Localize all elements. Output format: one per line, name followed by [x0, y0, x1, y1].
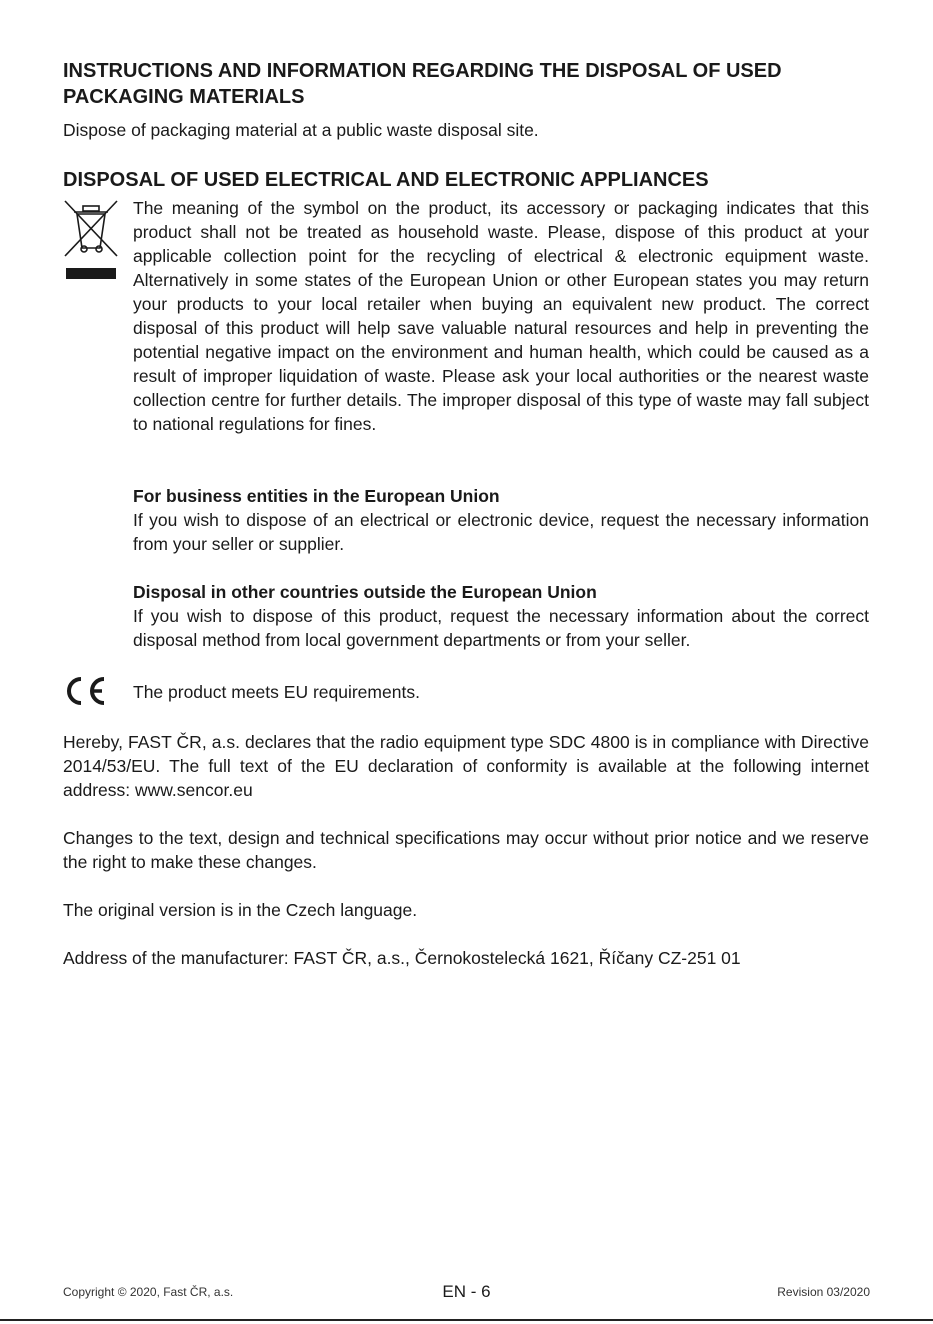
footer-copyright: Copyright © 2020, Fast ČR, a.s.: [63, 1285, 234, 1299]
eu-business-title: For business entities in the European Union: [133, 486, 500, 506]
outside-eu-text: If you wish to dispose of this product, request the necessary information about the correct disposal method from local government departments or from your seller.: [133, 606, 869, 650]
outside-eu-title: Disposal in other countries outside the European Union: [133, 582, 597, 602]
packaging-heading: INSTRUCTIONS AND INFORMATION REGARDING THE DISPOSAL OF USED PACKAGING MATERIALS: [63, 60, 782, 108]
eu-business-text: If you wish to dispose of an electrical or electronic device, request the necessary information from your seller or supplier.: [133, 510, 869, 554]
declaration-text: Hereby, FAST ČR, a.s. declares that the radio equipment type SDC 4800 is in compliance with Directive 2014/53/EU. The full text of the EU declaration of conformity is available at the following internet address: www.sencor.eu: [63, 732, 869, 800]
page-bottom-rule: [0, 1319, 933, 1321]
manufacturer-address: Address of the manufacturer: FAST ČR, a.s., Černokostelecká 1621, Říčany CZ-251 01: [63, 948, 741, 968]
ce-text: The product meets EU requirements.: [133, 682, 420, 702]
original-language-text: The original version is in the Czech language.: [63, 900, 418, 920]
ce-mark-icon: [62, 675, 108, 707]
packaging-text: Dispose of packaging material at a public waste disposal site.: [63, 120, 539, 140]
footer-revision: Revision 03/2020: [777, 1285, 870, 1299]
crossed-out-wheelie-bin-icon: [62, 198, 120, 284]
weee-text: The meaning of the symbol on the product, its accessory or packaging indicates that this product shall not be treated as household waste. Please, dispose of this product at your applicable collection point for the recycling of electrical & electronic equipment waste. Alternatively in some states of the European Union or other European states you may return your products to your local retailer when buying an equivalent new product. The correct disposal of this product will help save valuable natural resources and help in preventing the potential negative impact on the environment and human health, which could be caused as a result of improper liquidation of waste. Please ask your local authorities or the nearest waste collection centre for further details. The improper disposal of this type of waste may fall subject to national regulations for fines.: [133, 198, 869, 434]
weee-heading: DISPOSAL OF USED ELECTRICAL AND ELECTRONIC APPLIANCES: [63, 169, 709, 191]
changes-text: Changes to the text, design and technical specifications may occur without prior notice and we reserve the right to make these changes.: [63, 828, 869, 872]
page-number: EN - 6: [442, 1282, 491, 1301]
